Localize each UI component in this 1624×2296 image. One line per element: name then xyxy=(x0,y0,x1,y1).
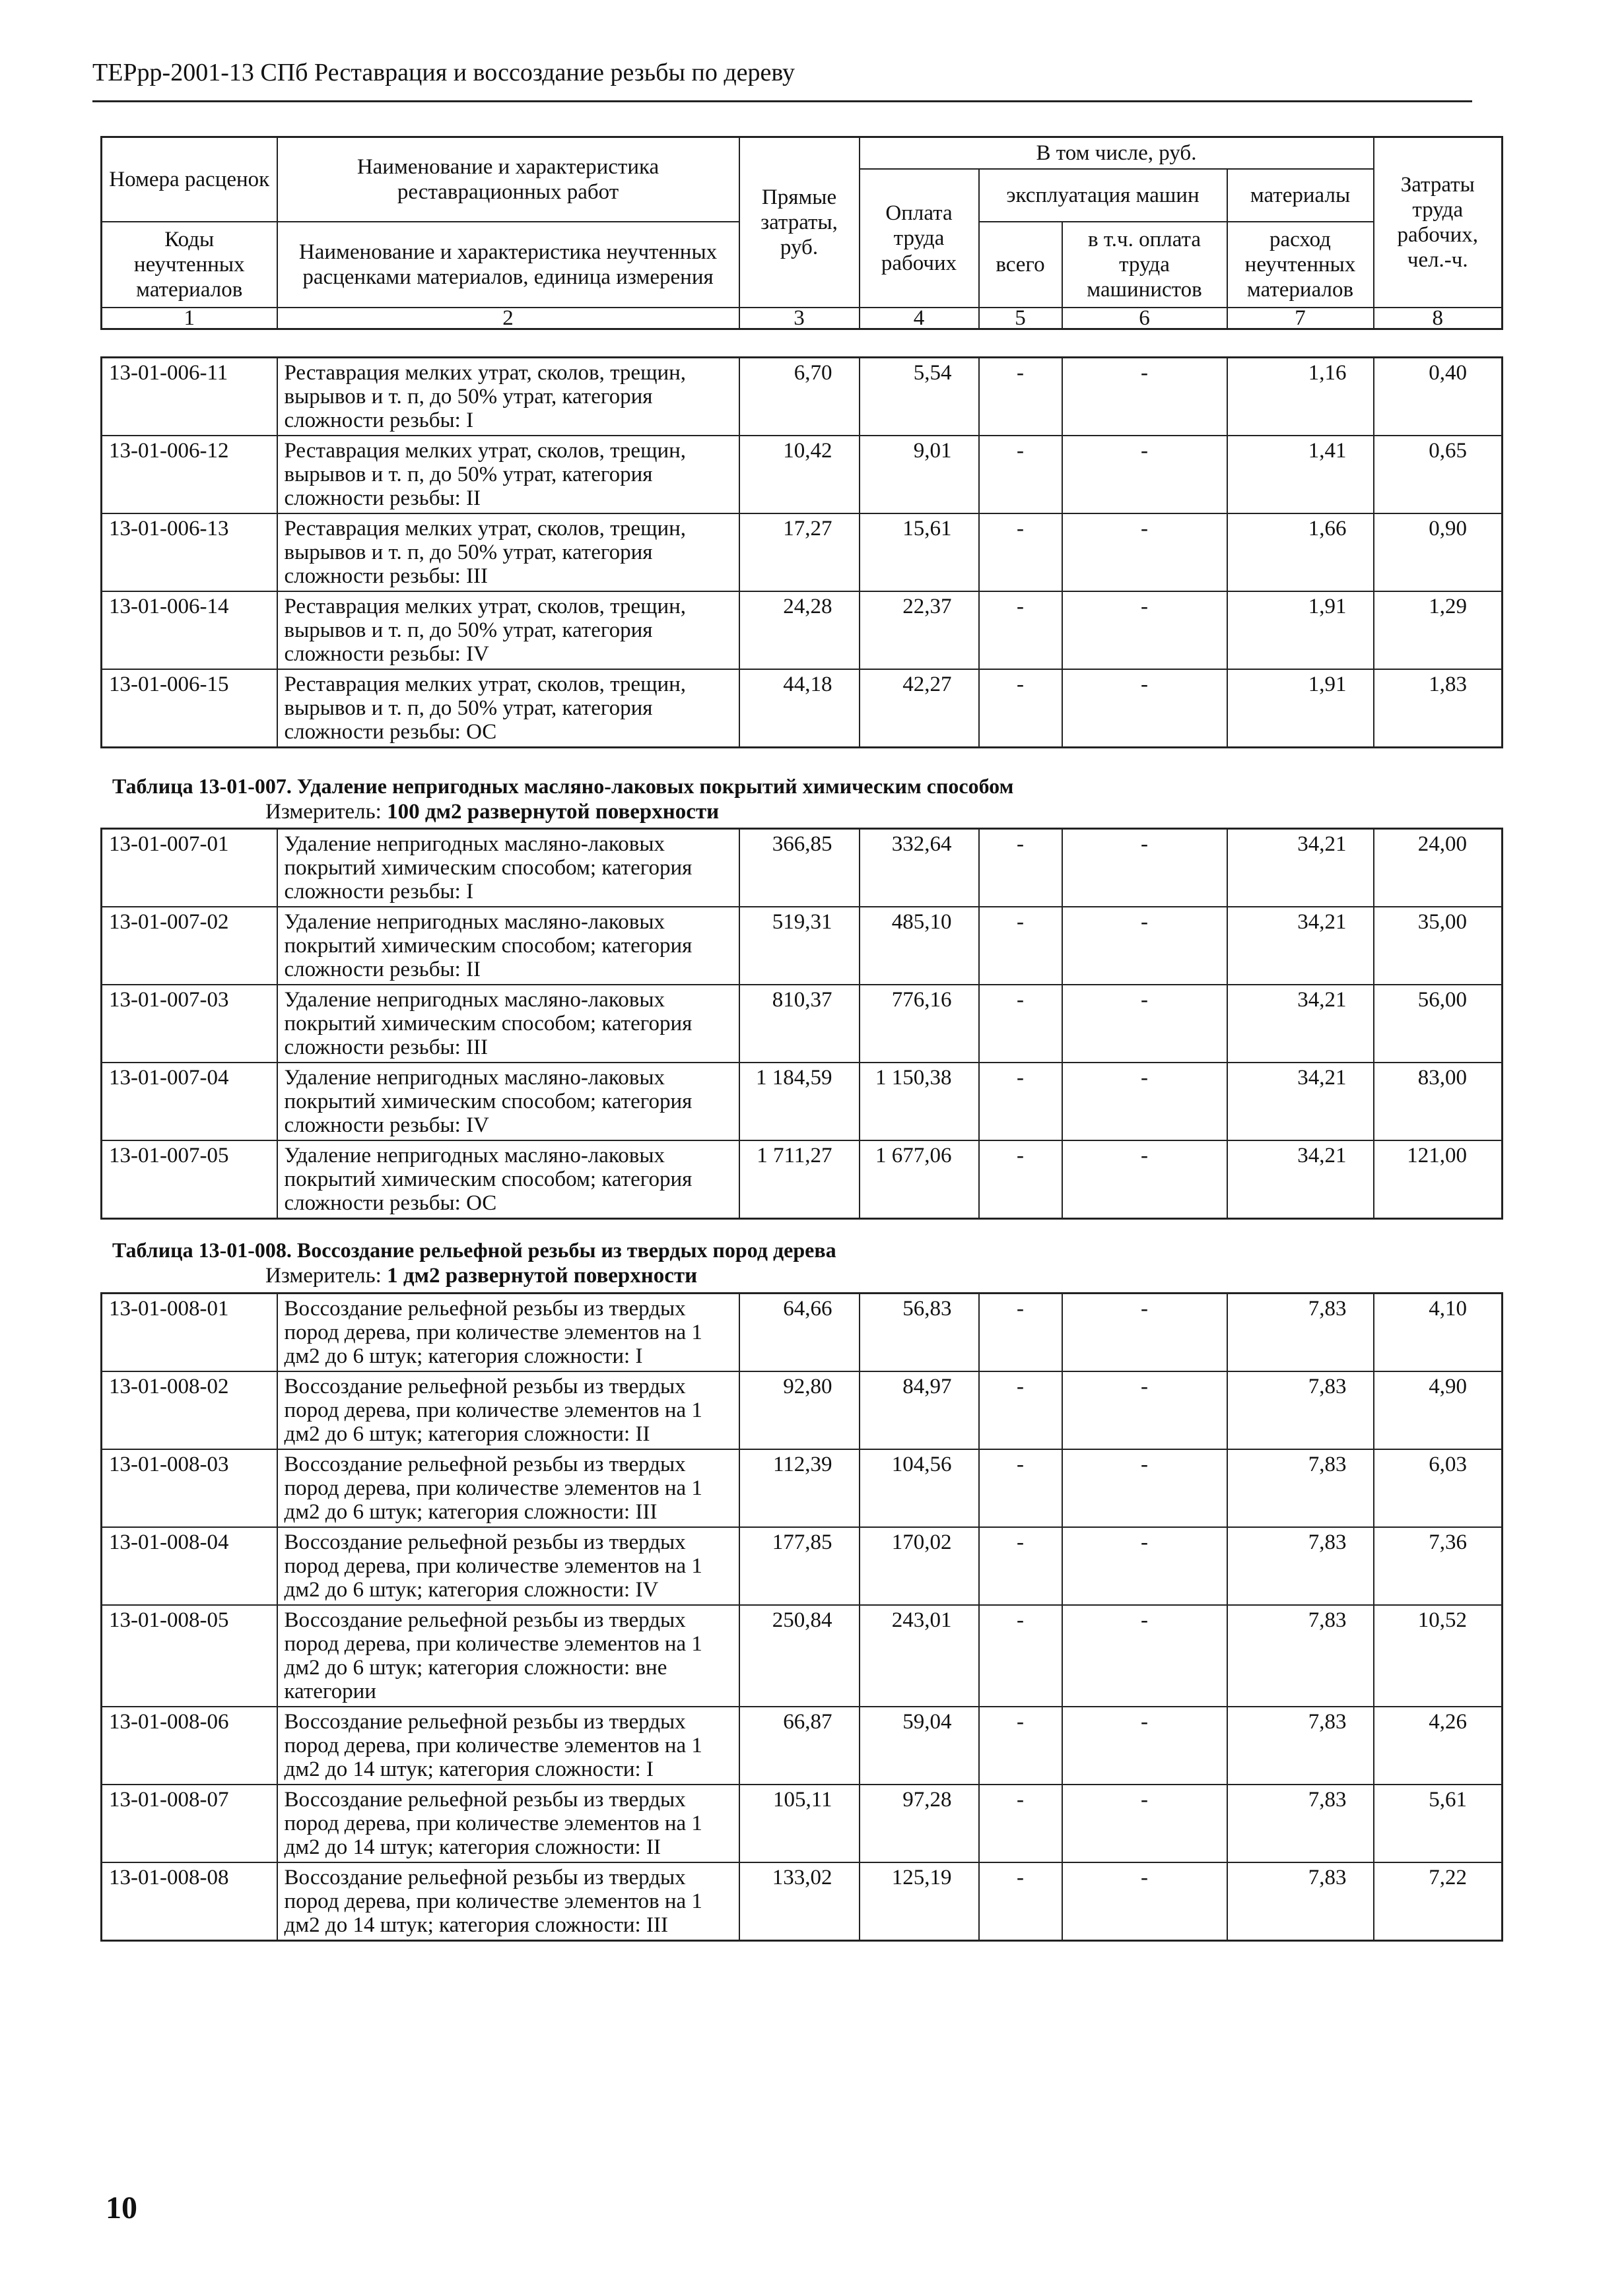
header-row xyxy=(102,137,1503,170)
table-row xyxy=(102,1140,1503,1219)
worker-pay: 170,02 xyxy=(860,1527,979,1605)
table-008-measure xyxy=(265,1264,697,1288)
direct-costs: 810,37 xyxy=(739,985,860,1063)
operator-pay: - xyxy=(1062,1707,1227,1785)
materials-cost: 7,83 xyxy=(1227,1707,1374,1785)
table-13-01-008 xyxy=(100,1292,1503,1942)
operator-pay: - xyxy=(1062,436,1227,513)
work-name: Воссоздание рельефной резьбы из твердых пород дерева, при количестве элементов на 1 дм2 до 6 штук; категория сложности: I xyxy=(277,1294,739,1372)
work-name: Удаление непригодных масляно-лаковых покрытий химическим способом; категория сложности резьбы: II xyxy=(277,907,739,985)
col-number-6: 6 xyxy=(1062,308,1227,329)
running-header: ТЕРрр-2001-13 СПб Реставрация и воссоздание резьбы по дереву xyxy=(92,59,795,86)
materials-cost: 7,83 xyxy=(1227,1449,1374,1527)
work-name: Воссоздание рельефной резьбы из твердых пород дерева, при количестве элементов на 1 дм2 до 14 штук; категория сложности: III xyxy=(277,1862,739,1941)
machines-total: - xyxy=(979,829,1062,907)
table-row xyxy=(102,985,1503,1063)
direct-costs: 112,39 xyxy=(739,1449,860,1527)
worker-pay: 42,27 xyxy=(860,669,979,748)
col-number-3: 3 xyxy=(739,308,860,329)
worker-pay: 59,04 xyxy=(860,1707,979,1785)
rate-code: 13-01-008-05 xyxy=(102,1605,277,1707)
table-row xyxy=(102,436,1503,513)
materials-cost: 7,83 xyxy=(1227,1527,1374,1605)
direct-costs: 24,28 xyxy=(739,591,860,669)
direct-costs: 1 711,27 xyxy=(739,1140,860,1219)
col-header-including: В том числе, руб. xyxy=(860,137,1374,170)
page-number: 10 xyxy=(106,2190,137,2225)
direct-costs: 44,18 xyxy=(739,669,860,748)
rate-code: 13-01-008-06 xyxy=(102,1707,277,1785)
table-row xyxy=(102,591,1503,669)
worker-pay: 56,83 xyxy=(860,1294,979,1372)
operator-pay: - xyxy=(1062,513,1227,591)
labor-hours: 4,10 xyxy=(1374,1294,1503,1372)
direct-costs: 133,02 xyxy=(739,1862,860,1941)
materials-cost: 34,21 xyxy=(1227,1140,1374,1219)
machines-total: - xyxy=(979,1605,1062,1707)
col-number-8: 8 xyxy=(1374,308,1503,329)
table-007-measure xyxy=(265,800,719,824)
rate-code: 13-01-008-02 xyxy=(102,1371,277,1449)
operator-pay: - xyxy=(1062,829,1227,907)
work-name: Удаление непригодных масляно-лаковых покрытий химическим способом; категория сложности резьбы: I xyxy=(277,829,739,907)
direct-costs: 66,87 xyxy=(739,1707,860,1785)
column-header-table xyxy=(100,136,1503,330)
direct-costs: 6,70 xyxy=(739,358,860,436)
col-number-7: 7 xyxy=(1227,308,1374,329)
machines-total: - xyxy=(979,513,1062,591)
rate-code: 13-01-007-04 xyxy=(102,1063,277,1140)
table-row xyxy=(102,907,1503,985)
operator-pay: - xyxy=(1062,1862,1227,1941)
labor-hours: 5,61 xyxy=(1374,1785,1503,1862)
col-header-material-codes: Коды неучтенных материалов xyxy=(102,222,277,308)
worker-pay: 1 677,06 xyxy=(860,1140,979,1219)
operator-pay: - xyxy=(1062,1294,1227,1372)
work-name: Воссоздание рельефной резьбы из твердых пород дерева, при количестве элементов на 1 дм2 до 14 штук; категория сложности: II xyxy=(277,1785,739,1862)
col-number-5: 5 xyxy=(979,308,1062,329)
direct-costs: 366,85 xyxy=(739,829,860,907)
col-header-material-names: Наименование и характеристика неучтенных расценками материалов, единица измерения xyxy=(277,222,739,308)
labor-hours: 4,90 xyxy=(1374,1371,1503,1449)
materials-cost: 7,83 xyxy=(1227,1605,1374,1707)
rate-code: 13-01-006-11 xyxy=(102,358,277,436)
machines-total: - xyxy=(979,1785,1062,1862)
table-row xyxy=(102,358,1503,436)
work-name: Реставрация мелких утрат, сколов, трещин, вырывов и т. п, до 50% утрат, категория сложности резьбы: II xyxy=(277,436,739,513)
labor-hours: 6,03 xyxy=(1374,1449,1503,1527)
operator-pay: - xyxy=(1062,1371,1227,1449)
table-007-measure-label: Измеритель: xyxy=(265,800,388,824)
table-row xyxy=(102,669,1503,748)
worker-pay: 9,01 xyxy=(860,436,979,513)
table-row xyxy=(102,1785,1503,1862)
rate-code: 13-01-006-12 xyxy=(102,436,277,513)
work-name: Воссоздание рельефной резьбы из твердых пород дерева, при количестве элементов на 1 дм2 до 14 штук; категория сложности: I xyxy=(277,1707,739,1785)
labor-hours: 1,29 xyxy=(1374,591,1503,669)
col-header-direct-costs: Прямые затраты, руб. xyxy=(739,137,860,308)
labor-hours: 24,00 xyxy=(1374,829,1503,907)
worker-pay: 243,01 xyxy=(860,1605,979,1707)
labor-hours: 0,90 xyxy=(1374,513,1503,591)
col-header-worker-pay: Оплата труда рабочих xyxy=(860,169,979,308)
labor-hours: 0,40 xyxy=(1374,358,1503,436)
header-rule xyxy=(92,100,1472,102)
table-row xyxy=(102,1294,1503,1372)
labor-hours: 7,36 xyxy=(1374,1527,1503,1605)
operator-pay: - xyxy=(1062,1449,1227,1527)
table-row xyxy=(102,1063,1503,1140)
materials-cost: 1,41 xyxy=(1227,436,1374,513)
operator-pay: - xyxy=(1062,591,1227,669)
operator-pay: - xyxy=(1062,985,1227,1063)
labor-hours: 1,83 xyxy=(1374,669,1503,748)
operator-pay: - xyxy=(1062,1140,1227,1219)
rate-code: 13-01-007-02 xyxy=(102,907,277,985)
machines-total: - xyxy=(979,669,1062,748)
labor-hours: 7,22 xyxy=(1374,1862,1503,1941)
direct-costs: 64,66 xyxy=(739,1294,860,1372)
materials-cost: 34,21 xyxy=(1227,829,1374,907)
col-number-1: 1 xyxy=(102,308,277,329)
table-13-01-007 xyxy=(100,828,1503,1220)
machines-total: - xyxy=(979,985,1062,1063)
col-header-material-consumption: расход неучтенных материалов xyxy=(1227,222,1374,308)
worker-pay: 1 150,38 xyxy=(860,1063,979,1140)
rate-code: 13-01-006-15 xyxy=(102,669,277,748)
work-name: Реставрация мелких утрат, сколов, трещин, вырывов и т. п, до 50% утрат, категория сложности резьбы: I xyxy=(277,358,739,436)
table-13-01-006 xyxy=(100,356,1503,748)
materials-cost: 7,83 xyxy=(1227,1294,1374,1372)
materials-cost: 7,83 xyxy=(1227,1371,1374,1449)
col-header-rate-number: Номера расценок xyxy=(102,137,277,222)
table-008-measure-value: 1 дм2 развернутой поверхности xyxy=(387,1264,698,1288)
rate-code: 13-01-007-03 xyxy=(102,985,277,1063)
col-header-machines-total: всего xyxy=(979,222,1062,308)
machines-total: - xyxy=(979,1527,1062,1605)
materials-cost: 34,21 xyxy=(1227,985,1374,1063)
materials-cost: 1,66 xyxy=(1227,513,1374,591)
labor-hours: 35,00 xyxy=(1374,907,1503,985)
labor-hours: 83,00 xyxy=(1374,1063,1503,1140)
materials-cost: 7,83 xyxy=(1227,1785,1374,1862)
direct-costs: 92,80 xyxy=(739,1371,860,1449)
materials-cost: 1,91 xyxy=(1227,591,1374,669)
work-name: Реставрация мелких утрат, сколов, трещин, вырывов и т. п, до 50% утрат, категория сложности резьбы: ОС xyxy=(277,669,739,748)
table-row xyxy=(102,1527,1503,1605)
header-row xyxy=(102,308,1503,329)
labor-hours: 0,65 xyxy=(1374,436,1503,513)
worker-pay: 5,54 xyxy=(860,358,979,436)
direct-costs: 250,84 xyxy=(739,1605,860,1707)
materials-cost: 34,21 xyxy=(1227,1063,1374,1140)
machines-total: - xyxy=(979,436,1062,513)
col-header-materials: материалы xyxy=(1227,169,1374,222)
work-name: Удаление непригодных масляно-лаковых покрытий химическим способом; категория сложности резьбы: ОС xyxy=(277,1140,739,1219)
rate-code: 13-01-008-04 xyxy=(102,1527,277,1605)
work-name: Реставрация мелких утрат, сколов, трещин, вырывов и т. п, до 50% утрат, категория сложности резьбы: III xyxy=(277,513,739,591)
operator-pay: - xyxy=(1062,358,1227,436)
rate-code: 13-01-007-01 xyxy=(102,829,277,907)
worker-pay: 22,37 xyxy=(860,591,979,669)
rate-code: 13-01-008-01 xyxy=(102,1294,277,1372)
worker-pay: 485,10 xyxy=(860,907,979,985)
col-header-operator-pay: в т.ч. оплата труда машинистов xyxy=(1062,222,1227,308)
operator-pay: - xyxy=(1062,907,1227,985)
machines-total: - xyxy=(979,1294,1062,1372)
table-row xyxy=(102,1605,1503,1707)
direct-costs: 17,27 xyxy=(739,513,860,591)
worker-pay: 15,61 xyxy=(860,513,979,591)
materials-cost: 1,91 xyxy=(1227,669,1374,748)
work-name: Воссоздание рельефной резьбы из твердых пород дерева, при количестве элементов на 1 дм2 до 6 штук; категория сложности: IV xyxy=(277,1527,739,1605)
operator-pay: - xyxy=(1062,1063,1227,1140)
machines-total: - xyxy=(979,907,1062,985)
worker-pay: 84,97 xyxy=(860,1371,979,1449)
direct-costs: 1 184,59 xyxy=(739,1063,860,1140)
table-row xyxy=(102,1707,1503,1785)
work-name: Воссоздание рельефной резьбы из твердых пород дерева, при количестве элементов на 1 дм2 до 6 штук; категория сложности: вне категории xyxy=(277,1605,739,1707)
labor-hours: 10,52 xyxy=(1374,1605,1503,1707)
materials-cost: 34,21 xyxy=(1227,907,1374,985)
direct-costs: 105,11 xyxy=(739,1785,860,1862)
rate-code: 13-01-007-05 xyxy=(102,1140,277,1219)
machines-total: - xyxy=(979,1140,1062,1219)
machines-total: - xyxy=(979,1862,1062,1941)
labor-hours: 56,00 xyxy=(1374,985,1503,1063)
worker-pay: 97,28 xyxy=(860,1785,979,1862)
operator-pay: - xyxy=(1062,669,1227,748)
worker-pay: 125,19 xyxy=(860,1862,979,1941)
table-row xyxy=(102,1449,1503,1527)
direct-costs: 10,42 xyxy=(739,436,860,513)
direct-costs: 519,31 xyxy=(739,907,860,985)
machines-total: - xyxy=(979,1707,1062,1785)
work-name: Реставрация мелких утрат, сколов, трещин, вырывов и т. п, до 50% утрат, категория сложности резьбы: IV xyxy=(277,591,739,669)
labor-hours: 4,26 xyxy=(1374,1707,1503,1785)
machines-total: - xyxy=(979,358,1062,436)
col-number-4: 4 xyxy=(860,308,979,329)
rate-code: 13-01-006-13 xyxy=(102,513,277,591)
worker-pay: 104,56 xyxy=(860,1449,979,1527)
table-007-measure-value: 100 дм2 развернутой поверхности xyxy=(387,800,720,824)
rate-code: 13-01-006-14 xyxy=(102,591,277,669)
rate-code: 13-01-008-08 xyxy=(102,1862,277,1941)
table-007-title: Таблица 13-01-007. Удаление непригодных масляно-лаковых покрытий химическим способом xyxy=(112,774,1014,798)
table-row xyxy=(102,829,1503,907)
table-008-title: Таблица 13-01-008. Воссоздание рельефной резьбы из твердых пород дерева xyxy=(112,1238,836,1262)
machines-total: - xyxy=(979,1371,1062,1449)
rate-code: 13-01-008-07 xyxy=(102,1785,277,1862)
direct-costs: 177,85 xyxy=(739,1527,860,1605)
machines-total: - xyxy=(979,1449,1062,1527)
table-row xyxy=(102,1371,1503,1449)
col-header-machines: эксплуатация машин xyxy=(979,169,1227,222)
operator-pay: - xyxy=(1062,1785,1227,1862)
work-name: Удаление непригодных масляно-лаковых покрытий химическим способом; категория сложности резьбы: III xyxy=(277,985,739,1063)
work-name: Воссоздание рельефной резьбы из твердых пород дерева, при количестве элементов на 1 дм2 до 6 штук; категория сложности: III xyxy=(277,1449,739,1527)
materials-cost: 1,16 xyxy=(1227,358,1374,436)
table-008-measure-label: Измеритель: xyxy=(265,1264,388,1288)
labor-hours: 121,00 xyxy=(1374,1140,1503,1219)
col-number-2: 2 xyxy=(277,308,739,329)
worker-pay: 332,64 xyxy=(860,829,979,907)
machines-total: - xyxy=(979,1063,1062,1140)
col-header-labor: Затраты труда рабочих, чел.-ч. xyxy=(1374,137,1503,308)
col-header-work-name: Наименование и характеристика реставрационных работ xyxy=(277,137,739,222)
rate-code: 13-01-008-03 xyxy=(102,1449,277,1527)
operator-pay: - xyxy=(1062,1527,1227,1605)
worker-pay: 776,16 xyxy=(860,985,979,1063)
materials-cost: 7,83 xyxy=(1227,1862,1374,1941)
machines-total: - xyxy=(979,591,1062,669)
table-row xyxy=(102,1862,1503,1941)
table-row xyxy=(102,513,1503,591)
work-name: Воссоздание рельефной резьбы из твердых пород дерева, при количестве элементов на 1 дм2 до 6 штук; категория сложности: II xyxy=(277,1371,739,1449)
operator-pay: - xyxy=(1062,1605,1227,1707)
work-name: Удаление непригодных масляно-лаковых покрытий химическим способом; категория сложности резьбы: IV xyxy=(277,1063,739,1140)
